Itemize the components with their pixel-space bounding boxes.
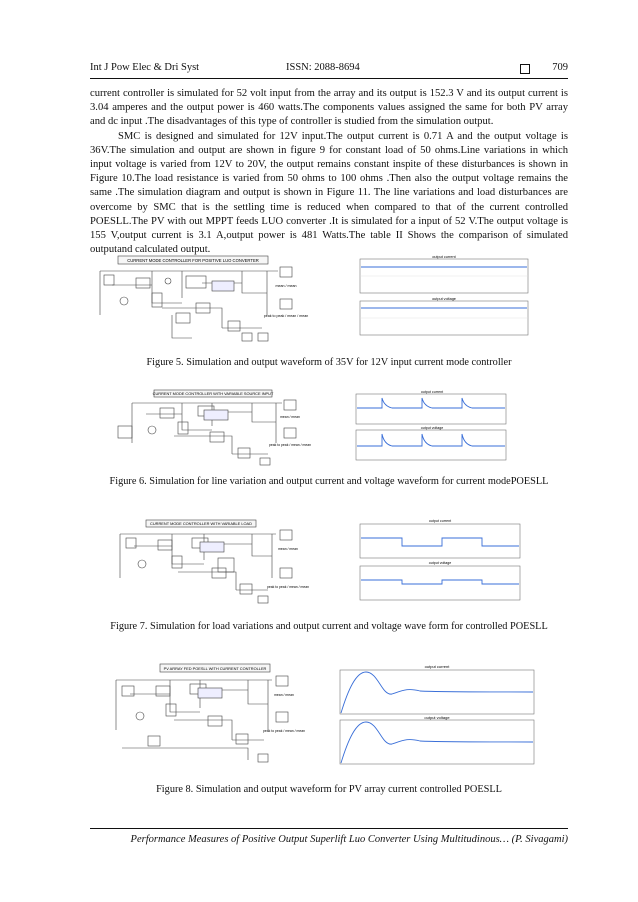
figure-6 xyxy=(112,388,522,466)
plot-title-voltage: output voltage xyxy=(424,715,450,720)
simulink-diagram xyxy=(118,390,296,465)
figure-6-caption: Figure 6. Simulation for line variation and output current and voltage waveform for current modePOESLL xyxy=(109,476,549,487)
waveform-plot xyxy=(356,390,506,460)
figure-5-caption: Figure 5. Simulation and output waveform of 35V for 12V input current mode controller xyxy=(146,357,512,368)
diagram-title: CURRENT MODE CONTROLLER WITH VARIABLE LOAD xyxy=(150,521,252,526)
scope-label: mean / mean xyxy=(280,415,300,419)
figure-5-graphic xyxy=(92,253,548,349)
diagram-title: CURRENT MODE CONTROLLER WITH VARIABLE SOURCE INPUT xyxy=(152,391,274,396)
plot-title-current: output current xyxy=(432,255,456,259)
simulink-diagram xyxy=(100,256,292,341)
waveform-plot xyxy=(340,664,534,764)
figure-6-graphic xyxy=(112,388,522,466)
footer-rule xyxy=(90,828,568,829)
figure-7-caption: Figure 7. Simulation for load variations and output current and voltage wave form for controlled POESLL xyxy=(110,621,548,632)
scope-label: mean / mean xyxy=(275,284,297,288)
issn: ISSN: 2088-8694 xyxy=(286,62,360,73)
figure-7-graphic xyxy=(112,516,532,606)
waveform-plot xyxy=(360,519,520,600)
body-text xyxy=(90,87,568,257)
running-footer: Performance Measures of Positive Output Superlift Luo Converter Using Multitudinous… (P. Sivagami) xyxy=(130,834,568,845)
plot-title-voltage: output voltage xyxy=(420,426,444,430)
running-header xyxy=(90,62,568,76)
plot-title-current: output current xyxy=(420,390,444,394)
waveform-plot xyxy=(360,255,528,335)
figure-8-graphic xyxy=(108,660,548,774)
scope-label: peak to peak / mean / mean xyxy=(262,729,306,733)
journal-name: Int J Pow Elec & Dri Syst xyxy=(90,62,200,73)
figure-5 xyxy=(92,253,548,349)
simulink-diagram xyxy=(120,520,292,603)
scope-label: mean / mean xyxy=(274,693,294,697)
checkbox-square-icon xyxy=(520,64,530,74)
diagram-title: CURRENT MODE CONTROLLER FOR POSITIVE LUO CONVERTER xyxy=(127,258,259,263)
plot-title-current: output current xyxy=(428,519,452,523)
scope-label: peak to peak / mean / mean xyxy=(266,585,310,589)
figure-7 xyxy=(112,516,532,606)
diagram-title: PV ARRAY FED POESLL WITH CURRENT CONTROLLER xyxy=(163,666,267,671)
plot-title-voltage: output voltage xyxy=(432,297,456,301)
paragraph-1: current controller is simulated for 52 volt input from the array and its output is 152.3 V and its output current is 3.04 amperes and the output power is 460 watts.The components values assigned the same for both PV array and dc input .The disadvantages of this type of controller is studied from the simulation output. xyxy=(90,88,568,128)
figure-8-caption: Figure 8. Simulation and output waveform for PV array current controlled POESLL xyxy=(156,784,502,795)
page-number: 709 xyxy=(552,62,568,73)
header-rule xyxy=(90,78,568,79)
paragraph-2: SMC is designed and simulated for 12V input.The output current is 0.71 A and the output voltage is 36V.The simulation and output are shown in figure 9 for constant load of 50 ohms.Line variations in which input voltage is varied from 12V to 20V, the output remains constant inspite of these disturbances is shown in Figure 10.The load resistance is varied from 50 ohms to 100 ohms .Then also the output voltage remains the same .The simulation diagram and output is shown in Figure 11. The line variations and load disturbances are overcome by SMC that is the settling time is reduced when compared to that of the current controlled POESLL.The PV with out MPPT feeds LUO converter .It is simulated for a input of 52 V.The output voltage is 155 V,output current is 3.1 A,output power is 481 Watts.The table II Shows the comparison of simulated outputand calculated output. xyxy=(90,130,568,256)
plot-title-current: output current xyxy=(424,664,450,669)
scope-label: peak to peak / mean / mean xyxy=(263,314,309,318)
plot-title-voltage: output voltage xyxy=(428,561,452,565)
scope-label: peak to peak / mean / mean xyxy=(268,443,312,447)
scope-label: mean / mean xyxy=(278,547,298,551)
figure-8 xyxy=(108,660,548,774)
simulink-diagram xyxy=(116,664,288,762)
